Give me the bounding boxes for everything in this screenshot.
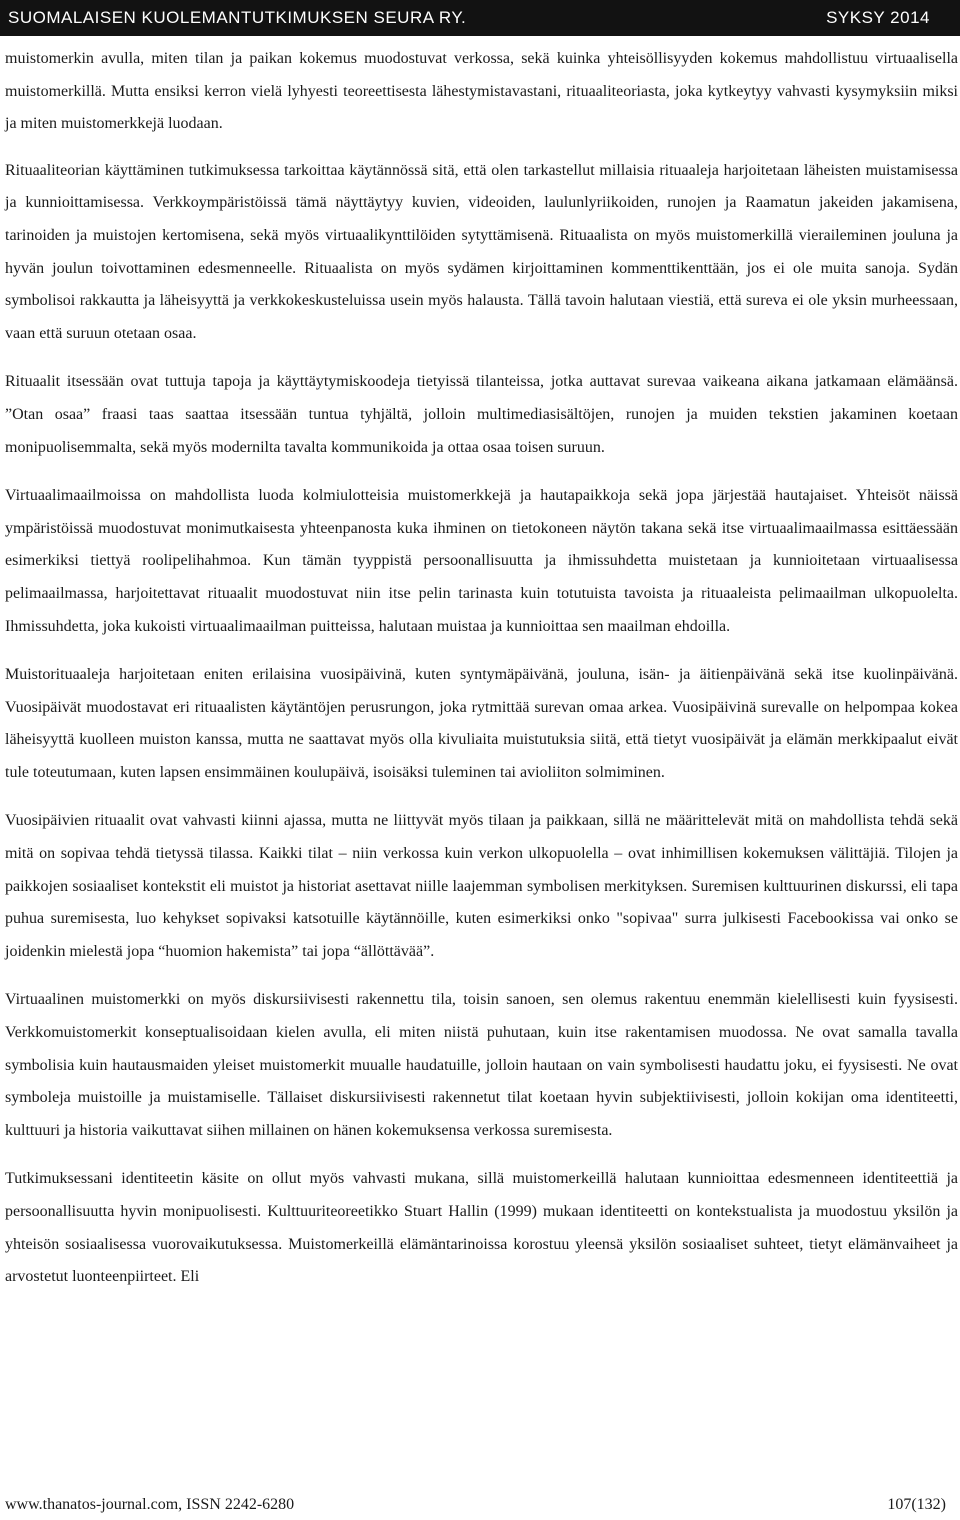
paragraph: Virtuaalinen muistomerkki on myös diskursiivisesti rakennettu tila, toisin sanoen, sen olemus rakentuu enemmän kielellisesti kuin fyysisesti. Verkkomuistomerkit konseptualisoidaan kielen avulla, eli miten niistä puhutaan, kuin itse rakentamisen muodossa. Ne ovat samalla tavalla symbolisia kuin hautausmaiden yleiset muistomerkit muualle haudatuille, jolloin hautaan on vain symbolisesti haudattu joku, ei fyysisesti. Ne ovat symboleja muistoille ja muistamiselle. Tällaiset diskursiivisesti rakennetut tilat koetaan hyvin subjektiivisesti, jolloin kokijan oma identiteetti, kulttuuri ja historia vaikuttavat siihen millainen on hänen kokemuksensa verkossa suremisesta. bbox=[5, 991, 958, 1139]
issue-label: SYKSY 2014 bbox=[826, 8, 930, 27]
article-body bbox=[5, 43, 958, 1310]
paragraph: Virtuaalimaailmoissa on mahdollista luoda kolmiulotteisia muistomerkkejä ja hautapaikkoja sekä jopa järjestää hautajaiset. Yhteisöt näissä ympäristöissä muodostuvat monimutkaisesta yhteenpanosta kuka ihminen on tietokoneen näytön takana sekä itse virtuaalimaailmassa esittäessään esimerkiksi tiettyä roolipelihahmoa. Kun tämän tyyppistä persoonallisuutta ja ihmissuhdetta muistetaan ja kunnioitetaan virtuaalisessa pelimaailmassa, harjoitettavat rituaalit muodostuvat niin itse pelin tarinasta kuin totutuista tavoista ja rituaaleista pelimaailman ulkopuolelta. Ihmissuhdetta, joka kukoisti virtuaalimaailman puitteissa, halutaan muistaa ja kunnioittaa sen maailman ehdoilla. bbox=[5, 487, 958, 635]
footer-website-issn: www.thanatos-journal.com, ISSN 2242-6280 bbox=[5, 1496, 295, 1513]
journal-title: SUOMALAISEN KUOLEMANTUTKIMUKSEN SEURA RY. bbox=[8, 8, 467, 27]
paragraph: Vuosipäivien rituaalit ovat vahvasti kiinni ajassa, mutta ne liittyvät myös tilaan ja paikkaan, sillä ne määrittelevät mitä on mahdollista tehdä sekä mitä on sopivaa tehdä tietyssä tilassa. Kaikki tilat – niin verkossa kuin verkon ulkopuolella – ovat inhimillisen kokemuksen välittäjiä. Tilojen ja paikkojen sosiaaliset kontekstit eli muistot ja historiat asettavat niille laajemman symbolisen merkityksen. Suremisen kulttuurinen diskurssi, eli tapa puhua suremisesta, luo kehykset sopivaksi katsotuille käytännöille, kuten esimerkiksi onko "sopivaa" surra julkisesti Facebookissa vai onko se joidenkin mielestä jopa “huomion hakemista” tai jopa “ällöttävää”. bbox=[5, 812, 958, 960]
paragraph: Muistorituaaleja harjoitetaan eniten erilaisina vuosipäivinä, kuten syntymäpäivänä, jouluna, isän- ja äitienpäivänä sekä itse kuolinpäivänä. Vuosipäivät muodostavat eri rituaalisten käytäntöjen perusrungon, joka rytmittää surevan omaa arkea. Vuosipäivinä surevalle on helpompaa kokea läheisyyttä kuolleen muiston kanssa, mutta ne saattavat myös olla kivuliaita muistutuksia siitä, että tietyt vuosipäivät ja elämän merkkipaalut eivät tule toteutumaan, kuten lapsen ensimmäinen koulupäivä, isoisäksi tuleminen tai avioliiton solmiminen. bbox=[5, 666, 958, 781]
paragraph: muistomerkin avulla, miten tilan ja paikan kokemus muodostuvat verkossa, sekä kuinka yhteisöllisyyden kokemus mahdollistuu virtuaalisella muistomerkillä. Mutta ensiksi kerron vielä lyhyesti teoreettisesta lähestymistavastani, rituaaliteoriasta, joka kytkeytyy vahvasti kysymyksiin miksi ja miten muistomerkkejä luodaan. bbox=[5, 50, 958, 133]
page-footer bbox=[5, 1494, 946, 1516]
paragraph: Rituaaliteorian käyttäminen tutkimuksessa tarkoittaa käytännössä sitä, että olen tarkastellut millaisia rituaaleja harjoitetaan läheisten muistamisessa ja kunnioittamisessa. Verkkoympäristöissä tämä näyttäytyy kuvien, videoiden, laulunlyriikoiden, runojen ja Raamatun jakeiden jakamisena, tarinoiden ja muistojen kertomisena, sekä myös virtuaalikynttilöiden sytyttämisenä. Rituaalista on myös muistomerkillä vieraileminen jouluna ja hyvän joulun toivottaminen edesmenneelle. Rituaalista on myös sydämen kirjoittaminen kommenttikenttään, jos ei ole muita sanoja. Sydän symbolisoi rakkautta ja läheisyyttä ja verkkokeskusteluissa usein myös halausta. Tällä tavoin halutaan viestiä, että sureva ei ole yksin murheessaan, vaan että suruun otetaan osaa. bbox=[5, 161, 958, 342]
journal-header-bar bbox=[0, 0, 960, 36]
page-number: 107(132) bbox=[887, 1496, 946, 1513]
paragraph: Rituaalit itsessään ovat tuttuja tapoja ja käyttäytymiskoodeja tietyissä tilanteissa, jotka auttavat surevaa vaikeana aikana jatkamaan elämäänsä. ”Otan osaa” fraasi taas saattaa itsessään tuntua tyhjältä, jolloin multimediasisältöjen, runojen ja muiden tekstien jakaminen koetaan monipuolisemmalta, sekä myös modernilta tavalta kommunikoida ja ottaa osaa toisen suruun. bbox=[5, 373, 958, 456]
paragraph: Tutkimuksessani identiteetin käsite on ollut myös vahvasti mukana, sillä muistomerkeillä halutaan kunnioittaa edesmenneen identiteettiä ja persoonallisuutta hyvin monipuolisesti. Kulttuuriteoreetikko Stuart Hallin (1999) mukaan identiteetti on kontekstualista ja muodostuu yksilön ja yhteisön sosiaalisessa vuorovaikutuksessa. Muistomerkeillä elämäntarinoissa korostuu yleensä yksilön sosiaaliset suhteet, tietyt elämänvaiheet ja arvostetut luonteenpiirteet. Eli bbox=[5, 1170, 958, 1286]
